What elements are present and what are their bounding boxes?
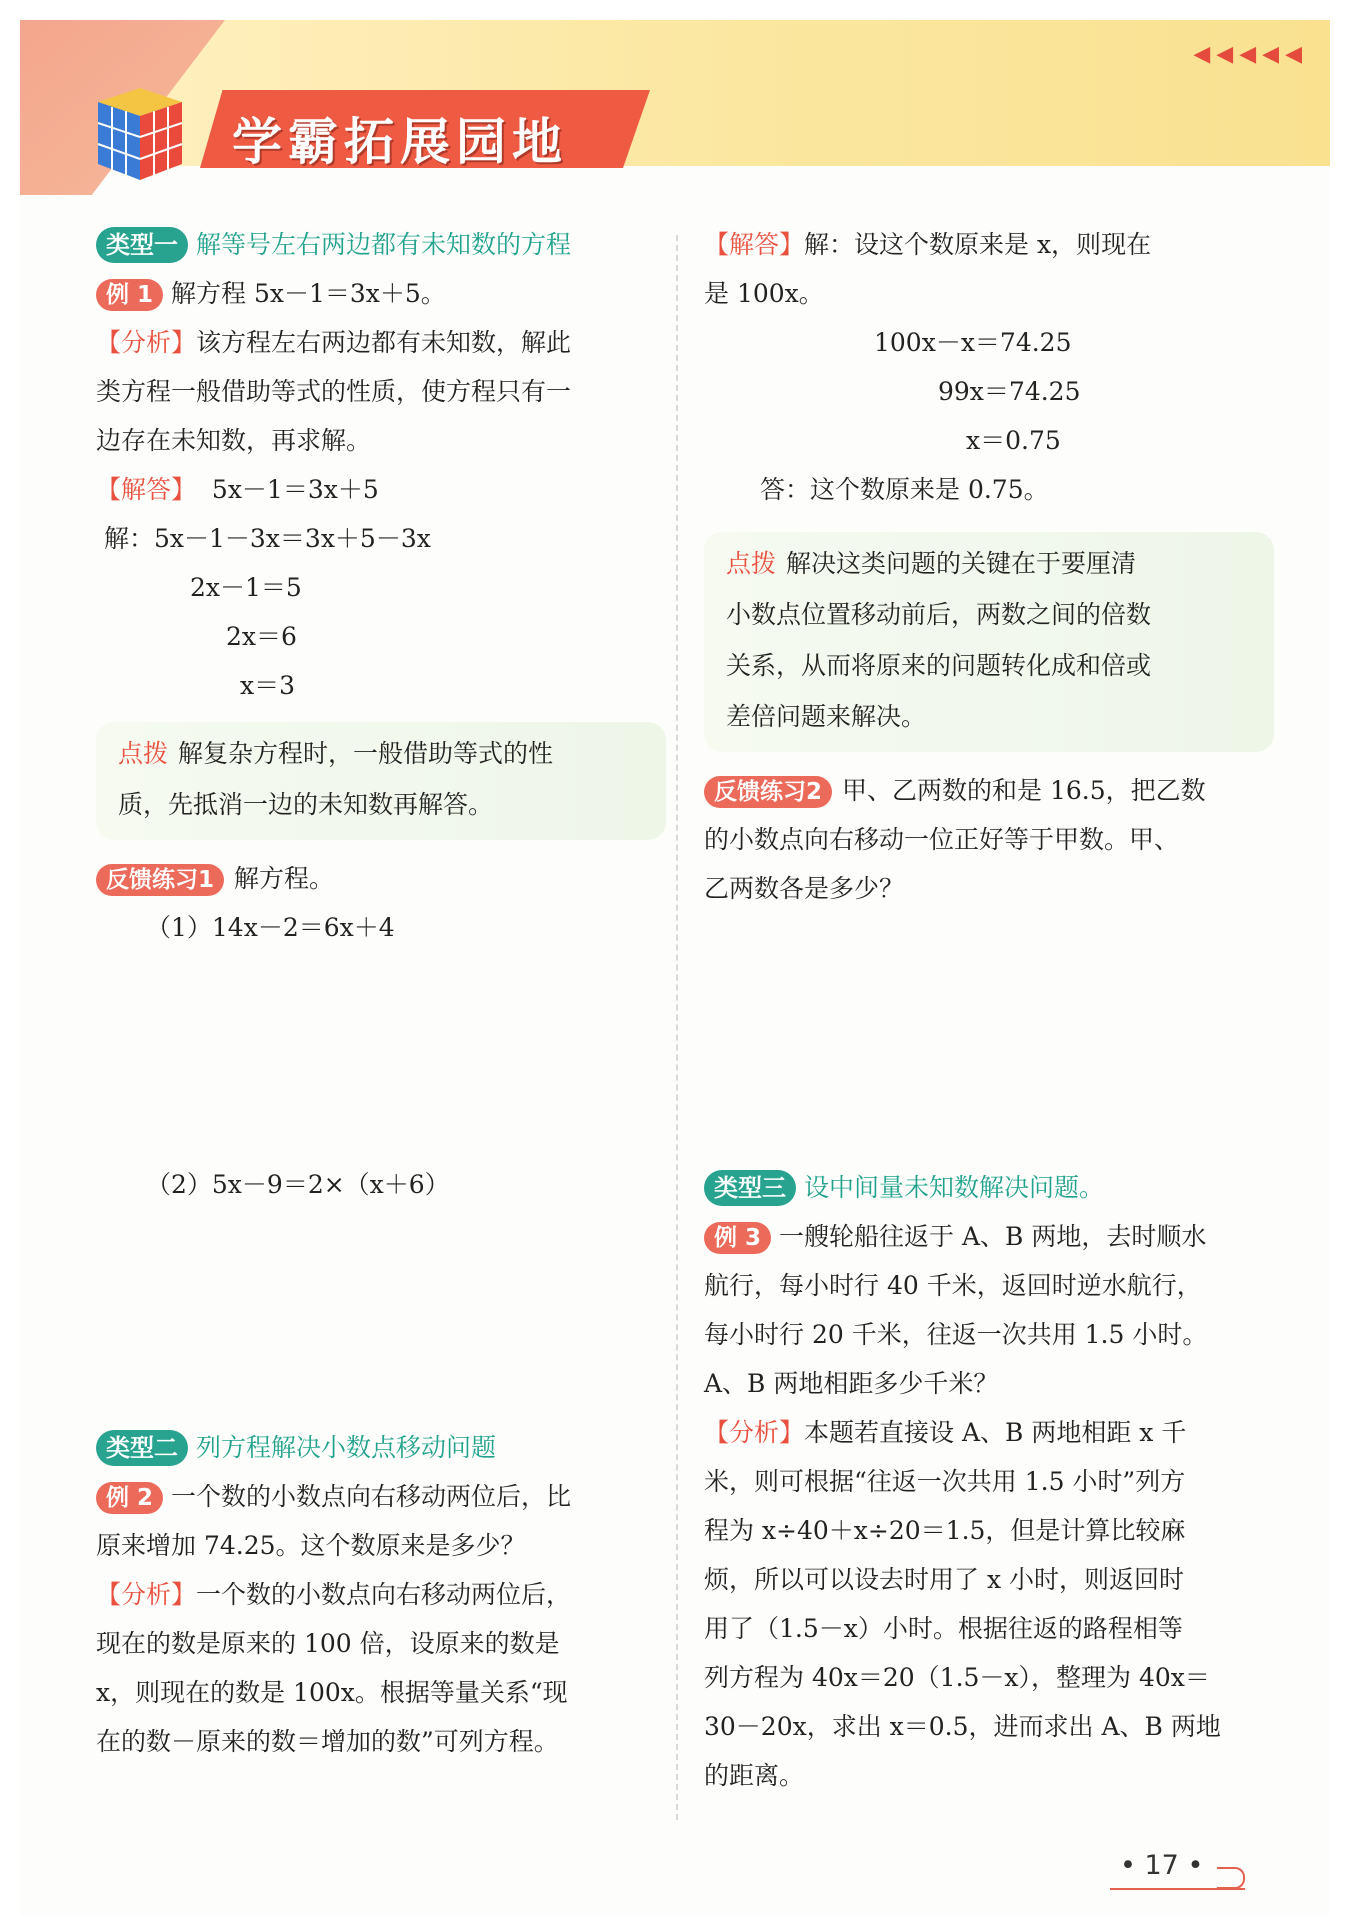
type2-title: 列方程解决小数点移动问题 [196,1433,497,1462]
type3-title: 设中间量未知数解决问题。 [804,1173,1105,1202]
answer2-conclusion: 答：这个数原来是 0.75。 [760,475,1049,504]
page-number: • 17 • [1120,1850,1204,1881]
type1-badge: 类型一 [96,227,188,263]
type1-heading [96,220,666,269]
tip2-box: 点拨 解决这类问题的关键在于要厘清 小数点位置移动前后，两数之间的倍数 关系，从而将原来的问题转化成和倍或 差倍问题来解决。 [704,532,1274,752]
type2-heading [96,1423,666,1472]
column-divider [676,235,678,1820]
answer-space [96,1209,666,1423]
example3: 例 3 一艘轮船往返于 A、B 两地，去时顺水 [704,1212,1274,1261]
equation-step: 2x＝6 [226,622,297,651]
page-hook-decoration [1217,1867,1245,1889]
feedback1-badge: 反馈练习1 [96,864,224,896]
right-column: 【解答】解：设这个数原来是 x，则现在 是 100x。 100x－x＝74.25 99x＝74.25 x＝0.75 答：这个数原来是 0.75。 点拨 解决这类问题的关键在于要厘清 小数点位置移动前后，两数之间的倍数 关系，从而将原来的问题转化成和倍或 差倍问题来解决。 反馈练习2 甲、乙两数的和是 16.5，把乙数 的小数点向右移动一位正好等于甲数。甲、 乙两数各是多少？ 类型三 设中间量未知数解决问题。 例 3 一艘轮船往返于 A、B 两地，去时顺水 航行，每小时行 40 千米，返回时逆水航行， 每小时行 20 千米，往返一次共用 1.5 小时。 A、B 两地相距多少千米？ 【分析】本题若直接设 A、B 两地相距 x 千 米，则可根据“往返一次共用 1.5 小时”列方 程为 x÷40＋x÷20＝1.5，但是计算比较麻 烦，所以可以设去时用了 x 小时，则返回时 用了（1.5－x）小时。根据往返的路程相等 列方程为 40x＝20（1.5－x），整理为 40x＝ 30－20x，求出 x＝0.5，进而求出 A、B 两地 的距离。 [704,220,1274,1800]
answer1-tag: 【解答】 [96,475,197,504]
type2-badge: 类型二 [96,1430,188,1466]
analysis1-line: 边存在未知数，再求解。 [96,426,372,455]
analysis3-tag: 【分析】 [704,1418,805,1447]
feedback1-question2: （2）5x－9＝2×（x＋6） [146,1170,450,1199]
left-column: 类型一 解等号左右两边都有未知数的方程 例 1 解方程 5x－1＝3x＋5。 【分析】该方程左右两边都有未知数，解此 类方程一般借助等式的性质，使方程只有一 边存在未知数，再求解。 【解答】 5x－1＝3x＋5 解：5x－1－3x＝3x＋5－3x 2x－1＝5 2x＝6 x＝3 点拨 解复杂方程时，一般借助等式的性 质，先抵消一边的未知数再解答。 反馈练习1 解方程。 （1）14x－2＝6x＋4 （2）5x－9＝2×（x＋6） 类型二 列方程解决小数点移动问题 例 2 一个数的小数点向右移动两位后，比 原来增加 74.25。这个数原来是多少？ 【分析】一个数的小数点向右移动两位后， 现在的数是原来的 100 倍，设原来的数是 x，则现在的数是 100x。根据等量关系“现 在的数－原来的数＝增加的数”可列方程。 [96,220,666,1766]
analysis2-tag: 【分析】 [96,1580,197,1609]
equation-step: 2x－1＝5 [190,573,302,602]
type1-title: 解等号左右两边都有未知数的方程 [196,230,572,259]
analysis2-line: 【分析】一个数的小数点向右移动两位后， [96,1580,572,1609]
example2: 例 2 一个数的小数点向右移动两位后，比 [96,1472,666,1521]
equation-step: 99x＝74.25 [938,377,1081,406]
answer-space [704,913,1274,1163]
tip1-tag: 点拨 [118,739,169,768]
analysis1-line: 【分析】该方程左右两边都有未知数，解此 [96,328,572,357]
answer1-line: 【解答】 5x－1＝3x＋5 [96,475,379,504]
feedback2-badge: 反馈练习2 [704,776,832,808]
feedback1-question1: （1）14x－2＝6x＋4 [146,913,395,942]
equation-step: x＝3 [240,671,296,700]
answer2-tag: 【解答】 [704,230,805,259]
tip2-tag: 点拨 [726,549,777,578]
answer-space [96,952,666,1160]
type3-badge: 类型三 [704,1170,796,1206]
example1-badge: 例 1 [96,279,163,311]
decorative-arrows-icon: ◀◀◀◀◀ [1193,42,1308,67]
analysis1-tag: 【分析】 [96,328,197,357]
example3-badge: 例 3 [704,1222,771,1254]
equation-step: 100x－x＝74.25 [874,328,1072,357]
section-title: 学霸拓展园地 [232,113,568,171]
rubiks-cube-icon [78,84,190,184]
analysis1-line: 类方程一般借助等式的性质，使方程只有一 [96,377,572,406]
tip1-box: 点拨 解复杂方程时，一般借助等式的性 质，先抵消一边的未知数再解答。 [96,722,666,840]
example1 [96,269,666,318]
analysis3-line: 【分析】本题若直接设 A、B 两地相距 x 千 [704,1418,1187,1447]
equation-step: x＝0.75 [966,426,1061,455]
feedback1: 反馈练习1 解方程。 [96,854,666,903]
example2-badge: 例 2 [96,1482,163,1514]
answer2-line: 【解答】解：设这个数原来是 x，则现在 [704,230,1152,259]
feedback2: 反馈练习2 甲、乙两数的和是 16.5，把乙数 [704,766,1274,815]
textbook-page [20,20,1330,1915]
type3-heading [704,1163,1274,1212]
example1-text: 解方程 5x－1＝3x＋5。 [171,279,446,308]
equation-step: 解：5x－1－3x＝3x＋5－3x [104,524,431,553]
